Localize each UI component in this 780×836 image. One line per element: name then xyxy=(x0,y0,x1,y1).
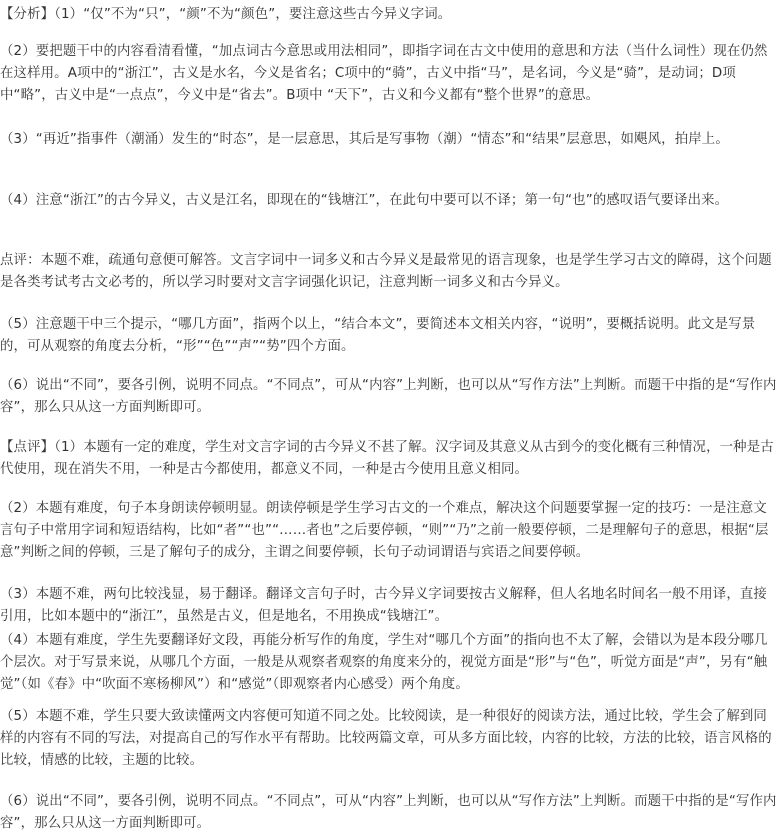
review-intro: 【点评】（1）本题有一定的难度，学生对文言字词的古今异义不甚了解。汉字词及其意义从古到今的变化概有三种情况，一种是古代使用，现在消失不用，一种是古今都使用，都意义不同，一种是古今使用且意义相同。 xyxy=(0,440,774,477)
review-item-4: （4）本题有难度，学生先要翻译好文段，再能分析写作的角度，学生对“哪几个方面”的指向也不太了解，会错以为是本段分哪几个层次。对于写景来说，从哪几个方面，一般是从观察者观察的角度来分的，视觉方面是“形”与“色”，听觉方面是“声”，另有“触觉”（如《春》中“吹面不寒杨柳风”）和“感觉”（即观察者内心感受）两个角度。 xyxy=(0,633,768,692)
review-item-5: （5）本题不难，学生只要大致读懂两文内容便可知道不同之处。比较阅读，是一种很好的阅读方法，通过比较，学生会了解到同样的内容有不同的写法，对提高自己的写作水平有帮助。比较两篇文章，可从多方面比较，内容的比较，方法的比较，语言风格的比较，情感的比较，主题的比较。 xyxy=(0,709,772,768)
analysis-intro: 【分析】（1）“仅”不为“只”，“颜”不为“颜色”，要注意这些古今异义字词。 xyxy=(0,7,452,22)
analysis-item-2: （2）要把题干中的内容看清看懂，“加点词古今意思或用法相同”，即指字词在古文中使用的意思和方法（当什么词性）现在仍然在这样用。A项中的“浙江”，古义是水名，今义是省名；C项中的“骑”，古义中指“马”，是名词，今义是“骑”，是动词；D项中“略”，古义中是“一点点”，今义中是“省去”。B项中 “天下”，古义和今义都有“整个世界”的意思。 xyxy=(0,44,768,103)
review-item-2: （2）本题有难度，句子本身朗读停顿明显。朗读停顿是学生学习古文的一个难点，解决这个问题要掌握一定的技巧：一是注意文言句子中常用字词和短语结构，比如“者”“也”“……者也”之后要停顿，“则”“乃”之前一般要停顿，二是理解句子的意思，根据“层意”判断之间的停顿，三是了解句子的成分，主谓之间要停顿，长句子动词谓语与宾语之间要停顿。 xyxy=(0,501,769,560)
analysis-item-6: （6）说出“不同”，要各引例，说明不同点。“不同点”，可从“内容”上判断，也可以从“写作方法”上判断。而题干中指的是“写作内容”，那么只从这一方面判断即可。 xyxy=(0,378,777,415)
analysis-item-5: （5）注意题干中三个提示，“哪几方面”，指两个以上，“结合本文”，要简述本文相关内容，“说明”，要概括说明。此文是写景的，可从观察的角度去分析，“形”“色”“声”“势”四个方面。 xyxy=(0,317,756,354)
review-item-3: （3）本题不难，两句比较浅显，易于翻译。翻译文言句子时，古今异义字词要按古义解释，但人名地名时间名一般不用译，直接引用，比如本题中的“浙江”，虽然是古义，但是地名，不用换成“钱塘江”。 xyxy=(0,587,767,624)
analysis-item-3: （3）“再近”指事件（潮涌）发生的“时态”，是一层意思，其后是写事物（潮）“情态”和“结果”层意思，如飓风，拍岸上。 xyxy=(0,132,729,147)
analysis-item-4: （4）注意“浙江”的古今异义，古义是江名，即现在的“钱塘江”，在此句中要可以不译；第一句“也”的感叹语气要译出来。 xyxy=(0,193,729,208)
comment-paragraph: 点评：本题不难，疏通句意便可解答。文言字词中一词多义和古今异义是最常见的语言现象，也是学生学习古文的障碍，这个问题是各类考试考古文必考的，所以学习时要对文言字词强化识记，注意判断一词多义和古今异义。 xyxy=(0,253,772,290)
review-item-6: （6）说出“不同”，要各引例，说明不同点。“不同点”，可从“内容”上判断，也可以从“写作方法”上判断。而题干中指的是“写作内容”，那么只从这一方面判断即可。 xyxy=(0,794,777,831)
